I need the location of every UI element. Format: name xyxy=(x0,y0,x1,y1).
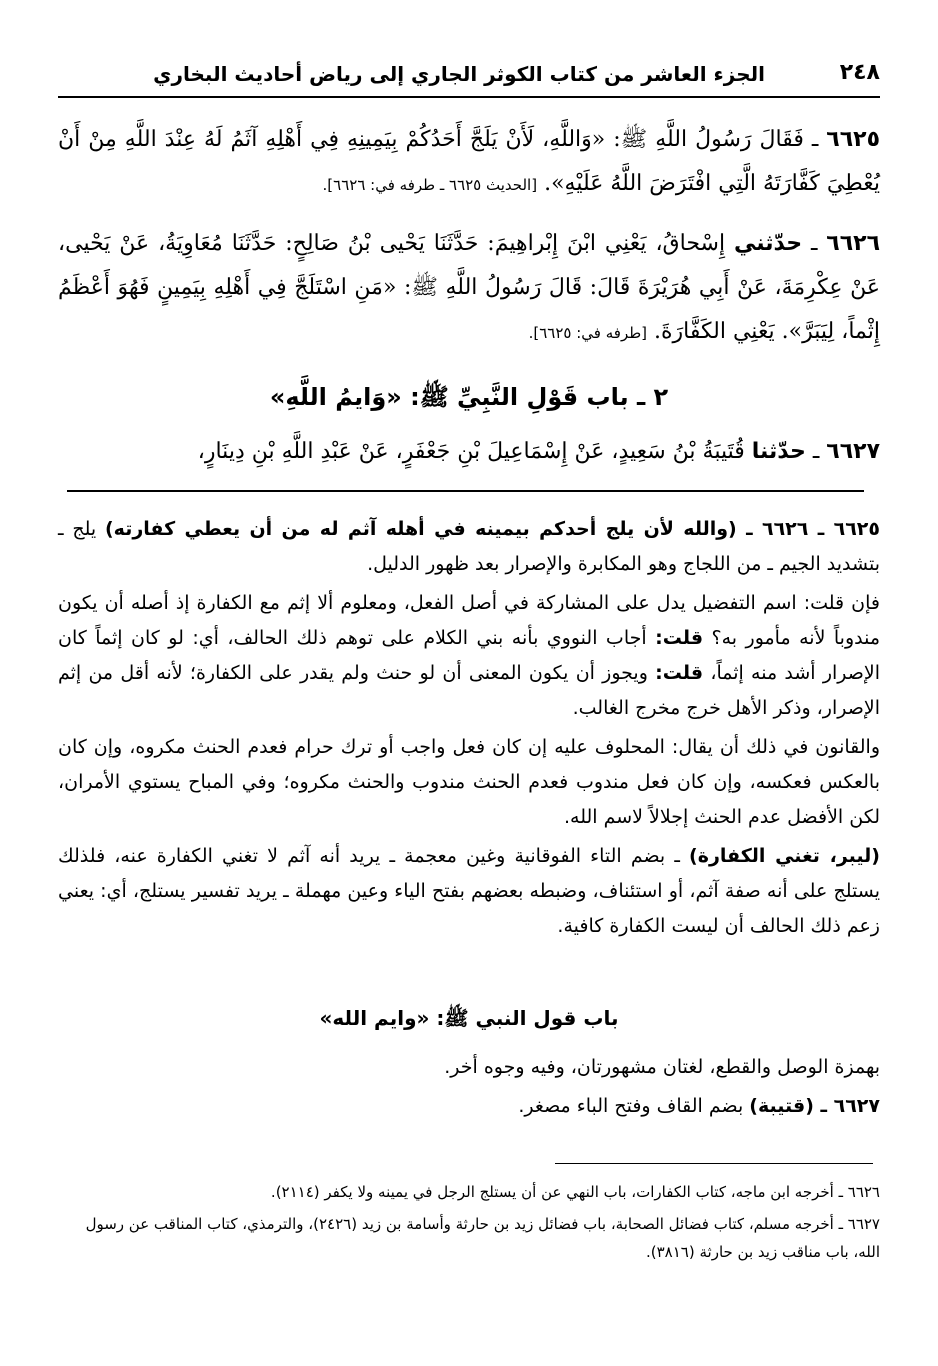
section-divider xyxy=(67,490,864,492)
commentary-text: بضم القاف وفتح الباء مصغر. xyxy=(518,1095,744,1117)
hadith-lead: حدّثنا xyxy=(751,439,806,464)
footnote-rule xyxy=(555,1163,873,1164)
hadith-6626: ٦٦٢٦ ـ حدّثني إِسْحاقُ، يَعْنِي ابْنَ إِبْراهِيمَ: حَدَّثَنَا يَحْيى بْنُ صَالِحٍ: حَدَّثَنَا مُعَاوِيَةُ، عَنْ يَحْيى، عَنْ عِكْرِمَةَ، عَنْ أَبِي هُرَيْرَةَ قَالَ: قَالَ رَسُولُ اللَّهِ ﷺ: «مَنِ اسْتَلَجَّ فِي أَهْلِهِ بِيَمِينٍ فَهُوَ أَعْظَمُ إِثْماً، لِيَبَرَّ». يَعْنِي الكَفَّارَةَ. [طرفه في: ٦٦٢٥]. xyxy=(58,231,881,344)
commentary-paragraph xyxy=(58,512,880,582)
commentary-lead: (ليبر، تغني الكفارة) xyxy=(689,845,880,867)
commentary-paragraph xyxy=(58,730,880,835)
commentary-lead: ٦٦٢٥ ـ ٦٦٢٦ ـ (والله لأن يلج أحدكم بيمينه في أهله آثم له من أن يعطي كفارته) xyxy=(105,518,880,540)
hadith-lead: حدّثني xyxy=(733,231,803,256)
commentary xyxy=(58,512,880,948)
commentary-text: أجاب النووي بأنه بني الكلام على توهم ذلك الحالف، أي: لو كان إثماً كان الإصرار أشد منه إثماً، xyxy=(58,627,880,684)
hadith-number: ٦٦٢٦ xyxy=(826,231,881,256)
commentary-text: ويجوز أن يكون المعنى أن لو حنث ولم يقدر على الكفارة؛ لأنه أقل من إثم الإصرار، وذكر الأهل خرج مخرج الغالب. xyxy=(58,662,880,719)
commentary-qult: قلت: xyxy=(655,662,704,684)
page-number: ٢٤٨ xyxy=(839,60,880,85)
commentary-chapter-heading: باب قول النبي ﷺ: «وايم الله» xyxy=(319,1006,619,1030)
hadith-6625: ٦٦٢٥ ـ فَقَالَ رَسُولُ اللَّهِ ﷺ: «وَاللَّهِ، لَأَنْ يَلَجَّ أَحَدُكُمْ بِيَمِينِهِ فِي أَهْلِهِ آثَمُ لَهُ عِنْدَ اللَّهِ مِنْ أَنْ يُعْطِيَ كَفَّارَتَهُ الَّتِي افْتَرَضَ اللَّهُ عَلَيْهِ». [الحديث ٦٦٢٥ ـ طرفه في: ٦٦٢٦]. xyxy=(58,127,880,196)
commentary-text: بهمزة الوصل والقطع، لغتان مشهورتان، وفيه وجوه أخر. xyxy=(444,1056,880,1078)
hadith-reference: [طرفه في: ٦٦٢٥]. xyxy=(528,324,648,342)
commentary-paragraph xyxy=(58,586,880,726)
hadith-text: فَقَالَ رَسُولُ اللَّهِ ﷺ: «وَاللَّهِ، لَأَنْ يَلَجَّ أَحَدُكُمْ بِيَمِينِهِ فِي أَهْلِهِ آثَمُ لَهُ عِنْدَ اللَّهِ مِنْ أَنْ يُعْطِيَ كَفَّارَتَهُ الَّتِي افْتَرَضَ اللَّهُ عَلَيْهِ». xyxy=(58,127,880,196)
chapter-heading: ٢ ـ باب قَوْلِ النَّبِيِّ ﷺ: «وَايمُ اللَّهِ» xyxy=(269,383,669,411)
hadith-6627: ٦٦٢٧ ـ حدّثنا قُتَيبَةُ بْنُ سَعِيدٍ، عَنْ إِسْمَاعِيلَ بْنِ جَعْفَرٍ، عَنْ عَبْدِ اللَّهِ بْنِ دِينَارٍ، xyxy=(197,439,880,464)
commentary-text: فإن قلت: اسم التفضيل يدل على المشاركة في أصل الفعل، ومعلوم ألا إثم مع الكفارة إذ أصله أن يكون مندوباً لأنه مأمور به؟ xyxy=(58,592,881,649)
hadith-number: ٦٦٢٧ xyxy=(826,439,880,464)
commentary-lead: ٦٦٢٧ ـ (قتيبة) xyxy=(749,1095,880,1117)
running-header xyxy=(58,58,880,98)
running-title: الجزء العاشر من كتاب الكوثر الجاري إلى رياض أحاديث البخاري xyxy=(153,62,765,86)
hadith-text: قُتَيبَةُ بْنُ سَعِيدٍ، عَنْ إِسْمَاعِيلَ بْنِ جَعْفَرٍ، عَنْ عَبْدِ اللَّهِ بْنِ دِينَارٍ، xyxy=(197,439,745,464)
footnotes xyxy=(58,1178,880,1270)
commentary-text: يلج ـ بتشديد الجيم ـ من اللجاج وهو المكابرة والإصرار بعد ظهور الدليل. xyxy=(58,518,880,575)
hadith-number: ٦٦٢٥ xyxy=(826,127,880,152)
footnote: ٦٦٢٧ ـ أخرجه مسلم، كتاب فضائل الصحابة، باب فضائل زيد بن حارثة وأسامة بن زيد (٢٤٢٦)، والترمذي، كتاب المناقب عن رسول الله، باب مناقب زيد بن حارثة (٣٨١٦). xyxy=(85,1215,880,1261)
commentary-paragraph xyxy=(58,839,880,944)
commentary-paragraph xyxy=(58,1089,880,1124)
commentary-continued xyxy=(58,1050,880,1128)
hadith-text: إِسْحاقُ، يَعْنِي ابْنَ إِبْراهِيمَ: حَدَّثَنَا يَحْيى بْنُ صَالِحٍ: حَدَّثَنَا مُعَاوِيَةُ، عَنْ يَحْيى، عَنْ عِكْرِمَةَ، عَنْ أَبِي هُرَيْرَةَ قَالَ: قَالَ رَسُولُ اللَّهِ ﷺ: «مَنِ اسْتَلَجَّ فِي أَهْلِهِ بِيَمِينٍ فَهُوَ أَعْظَمُ إِثْماً، لِيَبَرَّ». يَعْنِي الكَفَّارَةَ. xyxy=(58,231,880,344)
commentary-qult: قلت: xyxy=(655,627,704,649)
hadith-reference: [الحديث ٦٦٢٥ ـ طرفه في: ٦٦٢٦]. xyxy=(322,176,538,194)
footnote: ٦٦٢٦ ـ أخرجه ابن ماجه، كتاب الكفارات، باب النهي عن أن يستلج الرجل في يمينه ولا يكفر (٢١١٤). xyxy=(270,1183,880,1201)
commentary-paragraph xyxy=(58,1050,880,1085)
commentary-text: والقانون في ذلك أن يقال: المحلوف عليه إن كان فعل واجب أو ترك حرام فعدم الحنث مكروه، وإن كان بالعكس فعكسه، وإن كان فعل مندوب فعدم الحنث مندوب والحنث مكروه؛ وفي المباح يستوي الأمران، لكن الأفضل عدم الحنث إجلالاً لاسم الله. xyxy=(58,736,880,828)
commentary-text: ـ بضم التاء الفوقانية وغين معجمة ـ يريد أنه آثم لا تغني الكفارة عنه، فلذلك يستلج على أنه صفة آثم، أو استئناف، وضبطه بعضهم بفتح الياء وعين مهملة ـ يريد تفسير يستلج، أي: يعني زعم ذلك الحالف أن ليست الكفارة كافية. xyxy=(58,845,880,937)
